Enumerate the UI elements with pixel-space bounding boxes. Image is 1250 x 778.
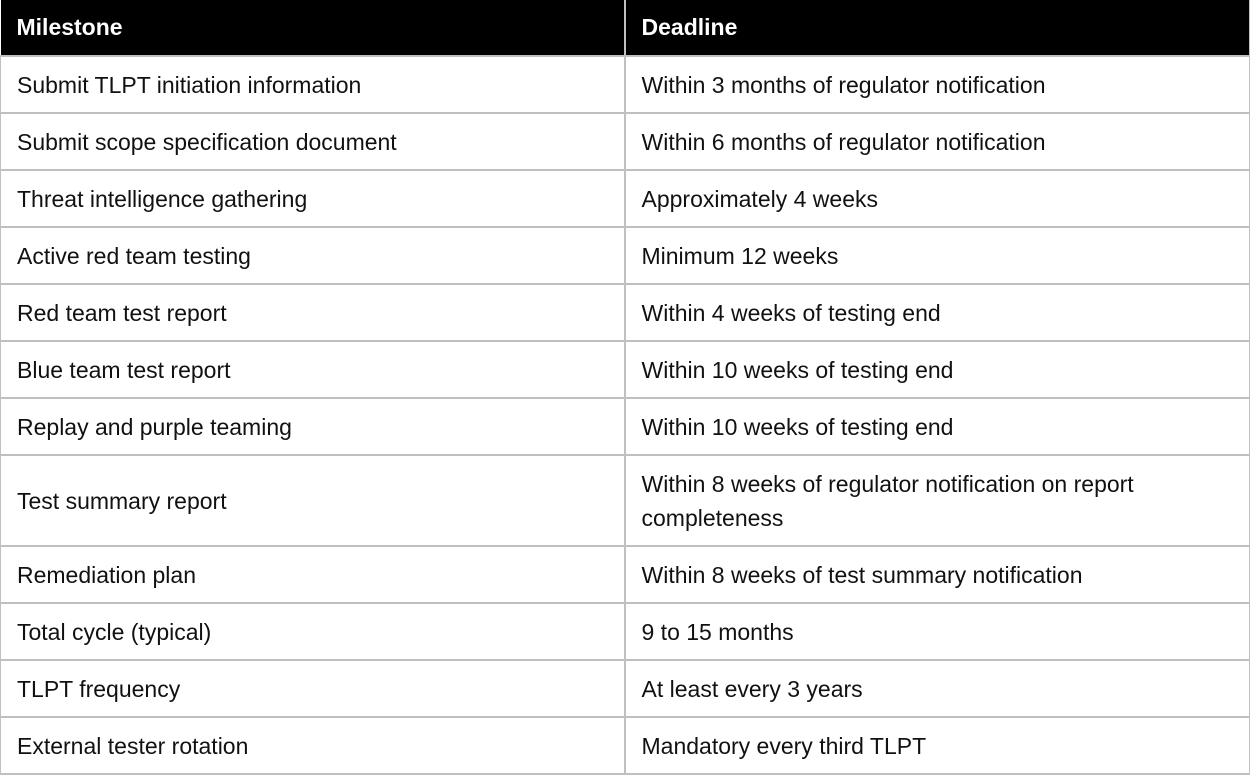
milestone-cell: External tester rotation bbox=[1, 717, 625, 774]
table-row bbox=[1, 227, 1250, 284]
deadline-cell: Within 3 months of regulator notification bbox=[625, 56, 1250, 113]
deadline-cell: At least every 3 years bbox=[625, 660, 1250, 717]
table-row bbox=[1, 284, 1250, 341]
milestone-cell: Test summary report bbox=[1, 455, 625, 546]
milestone-cell: Submit TLPT initiation information bbox=[1, 56, 625, 113]
deadline-cell: Minimum 12 weeks bbox=[625, 227, 1250, 284]
milestone-cell: Red team test report bbox=[1, 284, 625, 341]
table-row bbox=[1, 455, 1250, 546]
milestone-cell: Blue team test report bbox=[1, 341, 625, 398]
deadline-cell: Within 10 weeks of testing end bbox=[625, 398, 1250, 455]
table-row bbox=[1, 56, 1250, 113]
header-milestone: Milestone bbox=[1, 0, 625, 56]
deadline-cell: Approximately 4 weeks bbox=[625, 170, 1250, 227]
deadline-cell: Within 4 weeks of testing end bbox=[625, 284, 1250, 341]
milestone-cell: Threat intelligence gathering bbox=[1, 170, 625, 227]
table-row bbox=[1, 546, 1250, 603]
table-row bbox=[1, 341, 1250, 398]
milestone-cell: TLPT frequency bbox=[1, 660, 625, 717]
deadline-cell: Within 8 weeks of test summary notification bbox=[625, 546, 1250, 603]
milestone-cell: Submit scope specification document bbox=[1, 113, 625, 170]
table-row bbox=[1, 398, 1250, 455]
table-row bbox=[1, 170, 1250, 227]
table-row bbox=[1, 660, 1250, 717]
deadline-cell: Within 10 weeks of testing end bbox=[625, 341, 1250, 398]
milestone-cell: Remediation plan bbox=[1, 546, 625, 603]
deadline-cell: 9 to 15 months bbox=[625, 603, 1250, 660]
table-row bbox=[1, 717, 1250, 774]
deadline-cell: Within 8 weeks of regulator notification on report completeness bbox=[625, 455, 1250, 546]
deadline-cell: Within 6 months of regulator notification bbox=[625, 113, 1250, 170]
milestone-cell: Active red team testing bbox=[1, 227, 625, 284]
milestone-cell: Total cycle (typical) bbox=[1, 603, 625, 660]
deadline-cell: Mandatory every third TLPT bbox=[625, 717, 1250, 774]
milestone-cell: Replay and purple teaming bbox=[1, 398, 625, 455]
table-row bbox=[1, 113, 1250, 170]
header-deadline: Deadline bbox=[625, 0, 1250, 56]
table-row bbox=[1, 603, 1250, 660]
header-row bbox=[1, 0, 1250, 56]
